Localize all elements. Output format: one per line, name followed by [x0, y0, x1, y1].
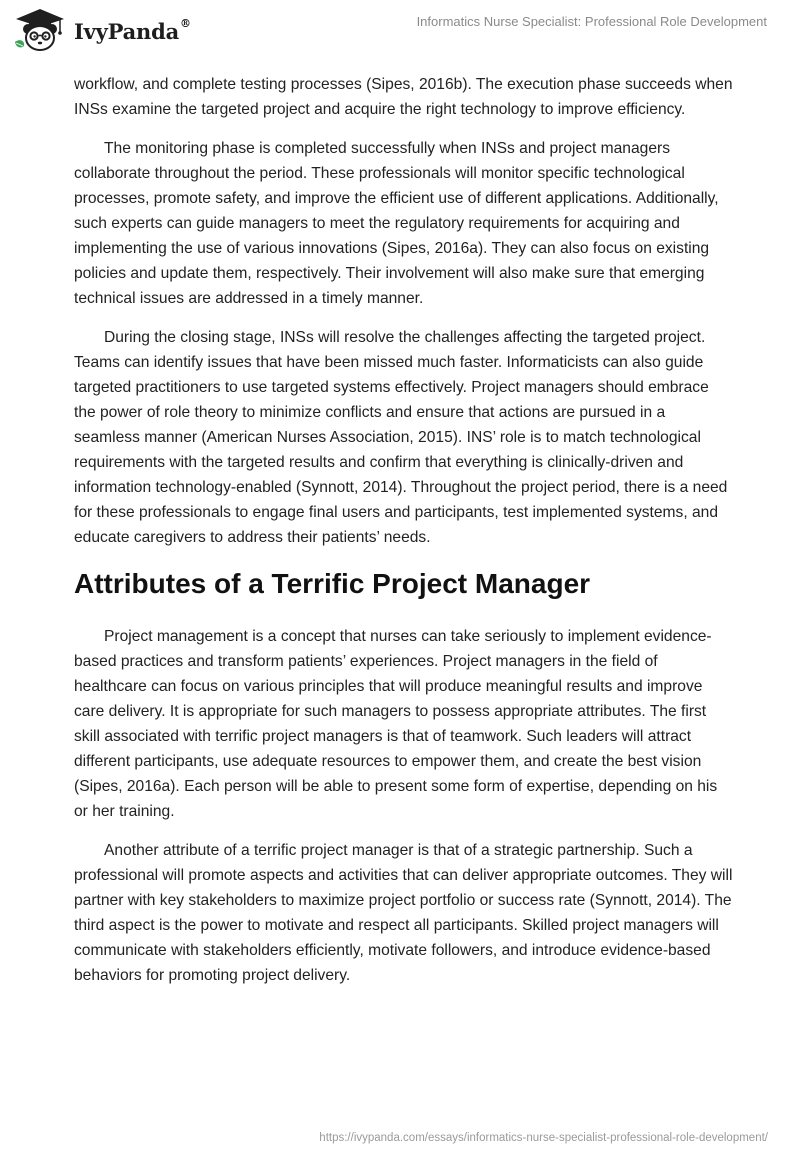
ivypanda-logo[interactable] [12, 8, 191, 52]
essay-content [74, 72, 734, 1002]
panda-graduate-icon [12, 8, 68, 52]
page-header [0, 0, 800, 70]
brand-text: IvyPanda [74, 18, 180, 44]
source-url[interactable]: https://ivypanda.com/essays/informatics-nurse-specialist-professional-role-development/ [319, 1132, 768, 1144]
paragraph: Project management is a concept that nurses can take seriously to implement evidence-based practices and transform patients’ experiences. Project managers in the field of healthcare can focus on various principles that will produce meaningful results and improve care delivery. It is appropriate for such managers to possess appropriate attributes. The first skill associated with terrific project managers is that of teamwork. Such leaders will attract different participants, use adequate resources to empower them, and create the best vision (Sipes, 2016a). Each person will be able to present some form of expertise, depending on his or her training. [74, 628, 718, 820]
trademark-mark: ® [180, 16, 191, 30]
section-heading: Attributes of a Terrific Project Manager [74, 568, 591, 599]
paragraph: During the closing stage, INSs will resolve the challenges affecting the targeted project. Teams can identify issues that have been missed much faster. Informaticists can also guide targeted practitioners to use targeted systems effectively. Project managers should embrace the power of role theory to minimize conflicts and ensure that actions are pursued in a seamless manner (American Nurses Association, 2015). INS’ role is to match technological requirements with the targeted results and confirm that everything is clinically-driven and information technology-enabled (Synnott, 2014). Throughout the project period, there is a need for these professionals to engage final users and participants, test implemented systems, and educate caregivers to address their patients’ needs. [74, 329, 728, 546]
brand-name [74, 16, 191, 44]
paragraph: Another attribute of a terrific project manager is that of a strategic partnership. Such a professional will promote aspects and activities that can deliver appropriate outcomes. They will partner with key stakeholders to maximize project portfolio or success rate (Synnott, 2014). The third aspect is the power to motivate and respect all participants. Skilled project managers will communicate with stakeholders efficiently, motivate followers, and introduce evidence-based behaviors for promoting project delivery. [74, 842, 733, 984]
paragraph: The monitoring phase is completed successfully when INSs and project managers collaborate throughout the period. These professionals will monitor specific technological processes, promote safety, and improve the efficient use of different applications. Additionally, such experts can guide managers to meet the regulatory requirements for acquiring and implementing the use of various innovations (Sipes, 2016a). They can also focus on existing policies and update them, respectively. Their involvement will also make sure that emerging technical issues are addressed in a timely manner. [74, 140, 719, 307]
document-title: Informatics Nurse Specialist: Professional Role Development [416, 14, 767, 29]
paragraph: workflow, and complete testing processes (Sipes, 2016b). The execution phase succeeds when INSs examine the targeted project and acquire the right technology to improve efficiency. [74, 76, 733, 118]
